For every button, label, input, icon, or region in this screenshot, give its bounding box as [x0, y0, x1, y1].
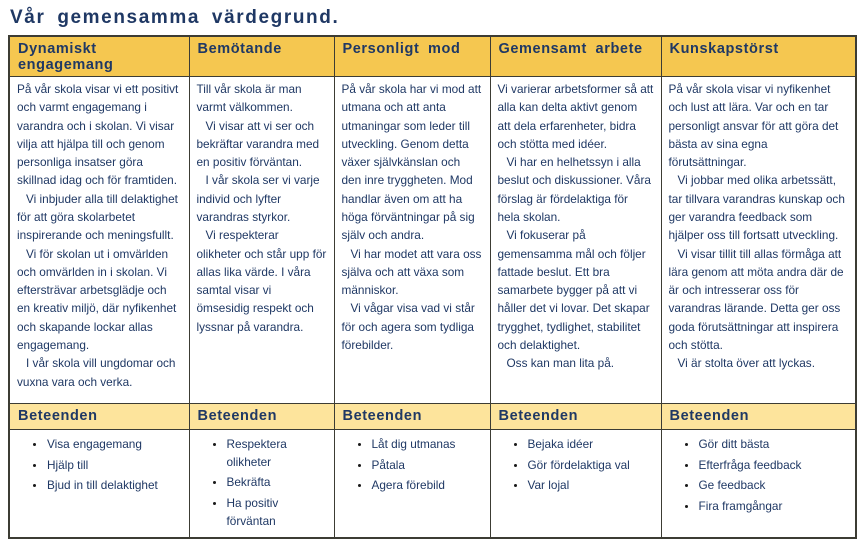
behavior-item: • Bekräfta	[226, 474, 330, 492]
paragraph: Vi respekterar olikheter och står upp för allas lika värde. I våra samtal visar vi ömsesidig respekt och lyssnar på varandra.	[196, 228, 327, 334]
behaviors-list	[10, 436, 185, 495]
column-header-dynamiskt-engagemang: Dynamiskt engagemang	[9, 36, 189, 77]
column-header-kunskapstorst: Kunskapstörst	[661, 36, 856, 77]
paragraph: Vi visar tillit till allas förmåga att lära genom att möta andra där de är och intresserar oss för varandras lärande. Detta ger oss goda förutsättningar att inspirera och stötta.	[668, 246, 844, 352]
header-row	[9, 36, 856, 77]
behaviors-header: Beteenden	[490, 404, 661, 430]
behaviors-list	[190, 436, 330, 530]
value-cell-kunskapstorst	[661, 77, 856, 404]
paragraph: Till vår skola är man varmt välkommen.	[196, 82, 302, 115]
column-header-bemotande: Bemötande	[189, 36, 334, 77]
behaviors-cell-personligt-mod	[334, 430, 490, 539]
paragraph: I vår skola vill ungdomar och vuxna vara och verka.	[17, 356, 176, 389]
behaviors-header-row	[9, 404, 856, 430]
value-cell-dynamiskt-engagemang	[9, 77, 189, 404]
behavior-item: • Hjälp till	[46, 457, 185, 475]
paragraph: På vår skola visar vi nyfikenhet och lust att lära. Var och en tar personligt ansvar för att göra det bästa av sina egna förutsättningar.	[668, 82, 839, 170]
behavior-item: • Gör fördelaktiga val	[527, 457, 657, 475]
behaviors-list	[335, 436, 486, 495]
behaviors-list-row	[9, 430, 856, 539]
value-cell-personligt-mod	[334, 77, 490, 404]
paragraph: Vi har en helhetssyn i alla beslut och diskussioner. Våra förslag är fördelaktiga för hela skolan.	[497, 155, 651, 224]
values-table	[8, 35, 857, 539]
paragraph: Vi visar att vi ser och bekräftar varandra med en positiv förväntan.	[196, 118, 320, 170]
paragraph: Vi för skolan ut i omvärlden och omvärlden in i skolan. Vi eftersträvar arbetsglädje och en kreativ miljö, där nyfikenhet och skapande lockar allas engagemang.	[17, 246, 177, 352]
paragraph: Vi är stolta över att lyckas.	[677, 356, 815, 371]
paragraph: I vår skola ser vi varje individ och lyfter varandras styrkor.	[196, 173, 320, 224]
values-text-row	[9, 77, 856, 404]
behavior-item: • Påtala	[371, 457, 486, 475]
paragraph: På vår skola visar vi ett positivt och varmt engagemang i varandra och i skolan. Vi visar vilja att hjälpa till och genom personliga insatser göra skillnad idag och för framtiden.	[17, 82, 179, 188]
page-title: Vår gemensamma värdegrund.	[10, 7, 340, 28]
behavior-item: • Var lojal	[527, 477, 657, 495]
behavior-item: • Visa engagemang	[46, 436, 185, 454]
behaviors-header: Beteenden	[661, 404, 856, 430]
behaviors-cell-dynamiskt-engagemang	[9, 430, 189, 539]
behavior-item: • Gör ditt bästa	[698, 436, 852, 454]
behaviors-cell-bemotande	[189, 430, 334, 539]
behavior-item: • Efterfråga feedback	[698, 457, 852, 475]
behavior-item: • Bejaka idéer	[527, 436, 657, 454]
behaviors-list	[491, 436, 657, 495]
paragraph: Vi fokuserar på gemensamma mål och följer fattade beslut. Ett bra samarbete bygger på att vi håller det vi lovar. Det skapar trygghet, tydlighet, stabilitet och delaktighet.	[497, 228, 650, 352]
behaviors-list	[662, 436, 852, 516]
behaviors-cell-kunskapstorst	[661, 430, 856, 539]
behaviors-cell-gemensamt-arbete	[490, 430, 661, 539]
paragraph: På vår skola har vi mod att utmana och att anta utmaningar som leder till utveckling. Genom detta växer självkänslan och den inre tryggheten. Mod handlar även om att ha höga förväntningar på sig själv och andra.	[341, 82, 482, 243]
behavior-item: • Bjud in till delaktighet	[46, 477, 185, 495]
behaviors-header: Beteenden	[334, 404, 490, 430]
column-header-gemensamt-arbete: Gemensamt arbete	[490, 36, 661, 77]
behavior-item: • Låt dig utmanas	[371, 436, 486, 454]
column-header-personligt-mod: Personligt mod	[334, 36, 490, 77]
paragraph: Vi varierar arbetsformer så att alla kan delta aktivt genom att dela erfarenheter, bidra och stötta med idéer.	[497, 82, 654, 151]
behaviors-header: Beteenden	[9, 404, 189, 430]
paragraph: Vi har modet att vara oss själva och att växa som människor.	[341, 246, 482, 298]
behavior-item: • Respektera olikheter	[226, 436, 330, 471]
value-cell-bemotande	[189, 77, 334, 404]
paragraph: Vi vågar visa vad vi står för och agera som tydliga förebilder.	[341, 301, 475, 352]
paragraph: Vi inbjuder alla till delaktighet för att göra skolarbetet inspirerande och meningsfullt.	[17, 191, 178, 243]
paragraph: Oss kan man lita på.	[506, 356, 615, 371]
paragraph: Vi jobbar med olika arbetssätt, tar tillvara varandras kunskap och ger varandra feedback som hjälper oss till fortsatt utveckling.	[668, 173, 845, 243]
behavior-item: • Agera förebild	[371, 477, 486, 495]
behavior-item: • Fira framgångar	[698, 498, 852, 516]
behavior-item: • Ha positiv förväntan	[226, 495, 330, 530]
behavior-item: • Ge feedback	[698, 477, 852, 495]
behaviors-header: Beteenden	[189, 404, 334, 430]
value-cell-gemensamt-arbete	[490, 77, 661, 404]
